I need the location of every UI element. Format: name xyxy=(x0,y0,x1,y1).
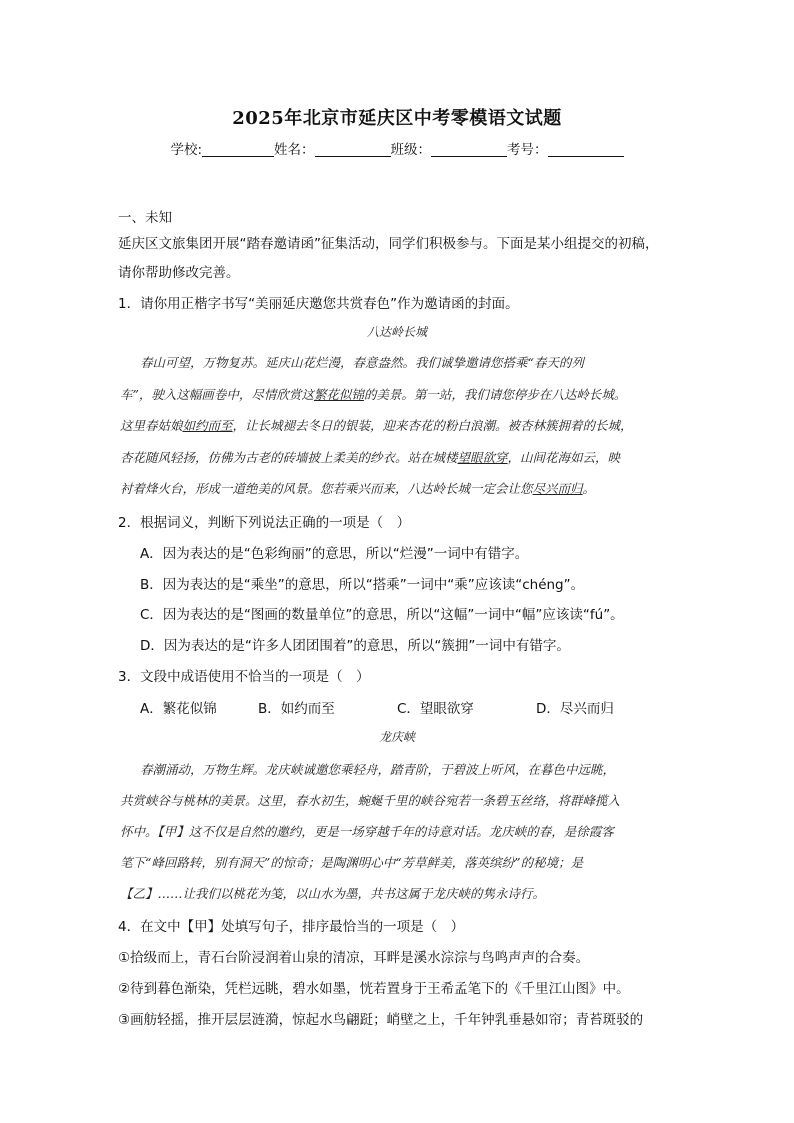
passage-line: 春山可望，万物复苏。延庆山花烂漫，春意盎然。我们诚挚邀请您搭乘“春天的列 xyxy=(140,355,584,370)
name-label: 姓名： xyxy=(274,142,315,158)
passage-line: 笔下“峰回路转，别有洞天”的惊奇；是陶渊明心中“芳草鲜美，落英缤纷”的秘境；是 xyxy=(120,855,584,870)
passage-line: 这里春姑娘如约而至，让长城褪去冬日的银装，迎来杏花的粉白浪潮。被杏林簇拥着的长城， xyxy=(120,418,633,433)
section-intro-line: 请你帮助修改完善。 xyxy=(118,265,240,281)
passage-line: 衬着烽火台，形成一道绝美的风景。您若乘兴而来，八达岭长城一定会让您尽兴而归。 xyxy=(120,481,596,496)
sentence-option: ②待到暮色渐染，凭栏远眺，碧水如墨，恍若置身于王希孟笔下的《千里江山图》中。 xyxy=(118,981,630,997)
student-info-line xyxy=(0,138,794,158)
option-a[interactable]: A．因为表达的是“色彩绚丽”的意思，所以“烂漫”一词中有错字。 xyxy=(140,546,529,562)
underlined-idiom: 望眼欲穿 xyxy=(457,450,508,465)
section-intro-line: 延庆区文旅集团开展“踏春邀请函”征集活动，同学们积极参与。下面是某小组提交的初稿， xyxy=(118,236,659,252)
class-blank[interactable] xyxy=(431,142,507,157)
question-4: 4．在文中【甲】处填写句子，排序最恰当的一项是（ ） xyxy=(118,919,465,935)
school-blank[interactable] xyxy=(202,142,274,157)
class-label: 班级： xyxy=(390,142,432,158)
underlined-idiom: 繁花似锦 xyxy=(313,387,364,402)
underlined-idiom: 尽兴而归 xyxy=(532,481,583,496)
passage-title: 八达岭长城 xyxy=(366,325,427,339)
option-d[interactable]: D．尽兴而归 xyxy=(536,701,614,717)
option-c[interactable]: C．因为表达的是“图画的数量单位”的意思，所以“这幅”一词中“幅”应该读“fú”。 xyxy=(140,607,624,623)
passage-line: 共赏峡谷与桃林的美景。这里，春水初生，蜿蜒千里的峡谷宛若一条碧玉丝络，将群峰揽入 xyxy=(120,793,621,808)
passage-line: 【乙】……让我们以桃花为笺，以山水为墨，共书这属于龙庆峡的隽永诗行。 xyxy=(120,886,546,901)
passage-line: 车”，驶入这幅画卷中，尽情欣赏这繁花似锦的美景。第一站，我们请您停步在八达岭长城。 xyxy=(120,387,627,402)
exam-no-blank[interactable] xyxy=(548,142,624,157)
page-title: 2025年北京市延庆区中考零模语文试题 xyxy=(232,108,562,129)
question-2: 2．根据词义，判断下列说法正确的一项是（ ） xyxy=(118,515,411,531)
passage-line: 春潮涌动，万物生辉。龙庆峡诚邀您乘轻舟，踏青阶，于碧波上听风，在暮色中远眺， xyxy=(140,762,616,777)
section-heading: 一、未知 xyxy=(118,210,172,226)
passage-line: 杏花随风轻扬，仿佛为古老的砖墙披上柔美的纱衣。站在城楼望眼欲穿，山间花海如云，映 xyxy=(120,450,621,465)
option-a[interactable]: A．繁花似锦 xyxy=(140,701,217,717)
sentence-option: ①拾级而上，青石台阶浸润着山泉的清凉，耳畔是溪水淙淙与鸟鸣声声的合奏。 xyxy=(118,950,590,966)
option-b[interactable]: B．因为表达的是“乘坐”的意思，所以“搭乘”一词中“乘”应该读“chéng”。 xyxy=(140,577,585,593)
question-3: 3．文段中成语使用不恰当的一项是（ ） xyxy=(118,669,370,685)
option-c[interactable]: C．望眼欲穿 xyxy=(397,701,474,717)
option-b[interactable]: B．如约而至 xyxy=(258,701,335,717)
underlined-idiom: 如约而至 xyxy=(182,418,233,433)
name-blank[interactable] xyxy=(315,142,391,157)
question-1: 1．请你用正楷字书写“美丽延庆邀您共赏春色”作为邀请函的封面。 xyxy=(118,296,519,312)
option-d[interactable]: D．因为表达的是“许多人团团围着”的意思，所以“簇拥”一词中有错字。 xyxy=(140,638,570,654)
passage-title: 龙庆峡 xyxy=(378,730,415,744)
sentence-option: ③画舫轻摇，推开层层涟漪，惊起水鸟翩跹；峭壁之上，千年钟乳垂悬如帘；青苔斑驳的 xyxy=(118,1012,644,1028)
school-label: 学校: xyxy=(170,142,203,158)
passage-line: 怀中。【甲】这不仅是自然的邀约，更是一场穿越千年的诗意对话。龙庆峡的春，是徐霞客 xyxy=(120,824,614,839)
exam-no-label: 考号： xyxy=(507,142,548,158)
